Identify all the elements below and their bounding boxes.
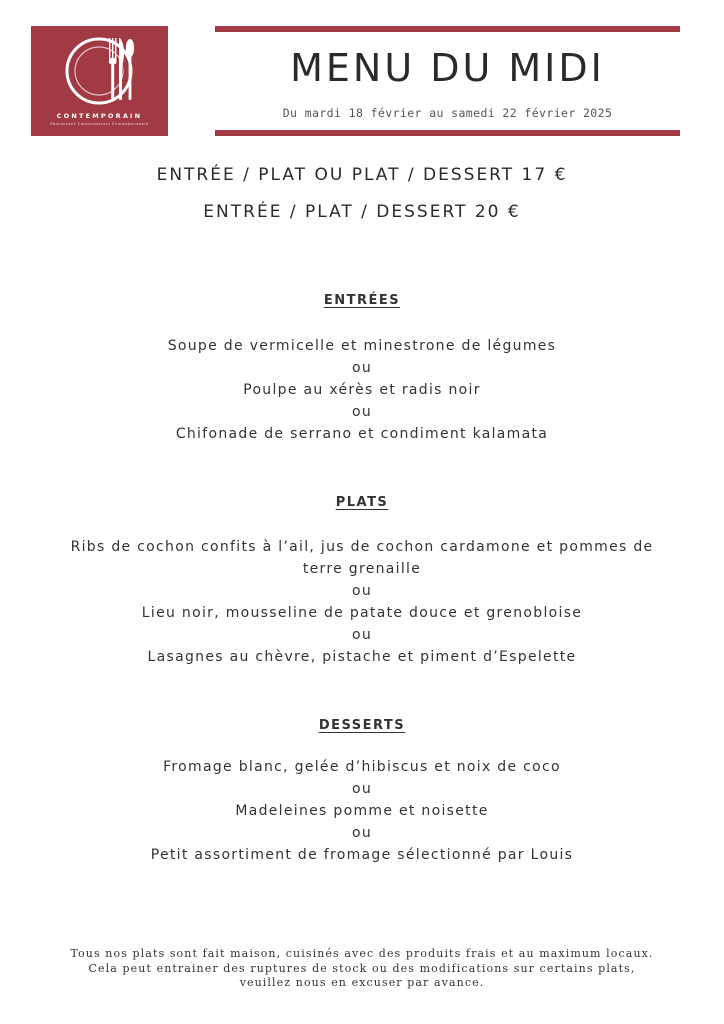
page-title: MENU DU MIDI bbox=[290, 46, 605, 90]
footer-line: Cela peut entrainer des ruptures de stock ou des modifications sur certains plats, bbox=[88, 961, 636, 975]
list-item: Soupe de vermicelle et minestrone de légumes bbox=[167, 338, 557, 354]
restaurant-logo bbox=[31, 26, 168, 136]
entrees-list bbox=[30, 335, 694, 445]
header-top-rule bbox=[215, 26, 680, 32]
list-item: Lasagnes au chèvre, pistache et piment d’Espelette bbox=[147, 649, 577, 665]
list-item: ou bbox=[351, 825, 373, 841]
list-item: ou bbox=[351, 583, 373, 599]
list-item: Poulpe au xérès et radis noir bbox=[243, 382, 481, 398]
list-item: ou bbox=[351, 781, 373, 797]
list-item: Fromage blanc, gelée d’hibiscus et noix de coco bbox=[163, 759, 561, 775]
footer-line: Tous nos plats sont fait maison, cuisinés avec des produits frais et au maximum locaux. bbox=[70, 947, 654, 960]
section-title-plats: PLATS bbox=[335, 495, 389, 510]
footer-line: veuillez nous en excuser par avance. bbox=[239, 976, 485, 989]
list-item: Madeleines pomme et noisette bbox=[235, 803, 489, 819]
list-item: Chifonade de serrano et condiment kalamata bbox=[175, 426, 549, 442]
footer-note bbox=[20, 947, 704, 991]
desserts-list bbox=[30, 756, 694, 866]
fork-icon bbox=[109, 38, 116, 100]
list-item: Lieu noir, mousseline de patate douce et grenobloise bbox=[141, 605, 583, 621]
section-title-entrees: ENTRÉES bbox=[323, 293, 401, 308]
list-item: ou bbox=[351, 404, 373, 420]
plats-list bbox=[30, 536, 694, 668]
spoon-icon bbox=[126, 39, 134, 100]
section-title-desserts: DESSERTS bbox=[318, 718, 406, 733]
list-item: Petit assortiment de fromage sélectionné par Louis bbox=[150, 847, 574, 863]
formula-17-euro: ENTRÉE / PLAT OU PLAT / DESSERT 17 € bbox=[156, 165, 568, 185]
menu-dates: Du mardi 18 février au samedi 22 février 2025 bbox=[282, 106, 613, 120]
list-item: ou bbox=[351, 360, 373, 376]
logo-name: CONTEMPORAIN bbox=[56, 112, 143, 120]
logo-tagline: Restaurant Contemporain Écoresponsable bbox=[50, 122, 149, 126]
list-item: ou bbox=[351, 627, 373, 643]
formula-20-euro: ENTRÉE / PLAT / DESSERT 20 € bbox=[203, 202, 521, 222]
header-bottom-rule bbox=[215, 130, 680, 136]
list-item: terre grenaille bbox=[302, 561, 422, 577]
list-item: Ribs de cochon confits à l’ail, jus de cochon cardamone et pommes de bbox=[70, 539, 654, 555]
